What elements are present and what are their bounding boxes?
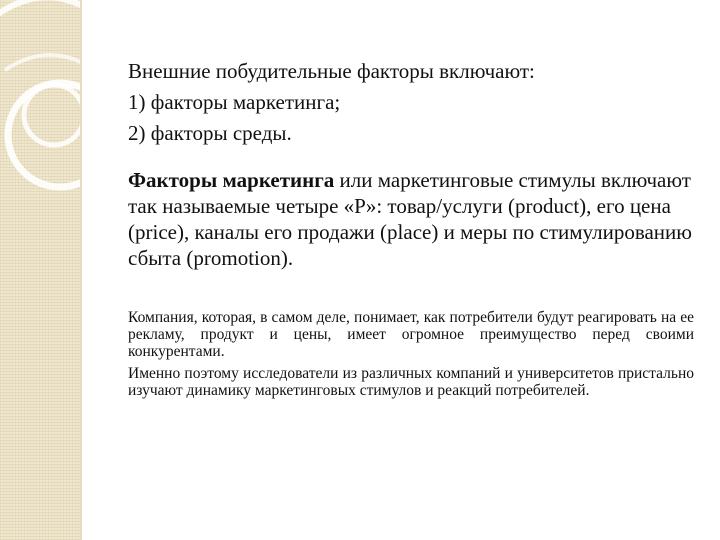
- marketing-factors-term: Факторы маркетинга: [128, 168, 335, 192]
- marketing-factors-paragraph: [128, 167, 694, 271]
- decorative-circle-small: [24, 85, 82, 145]
- decorative-circle-large: [8, 83, 82, 187]
- slide-content: [128, 56, 694, 399]
- side-band-edge: [80, 0, 82, 540]
- marketing-factors-text: или маркетинговые стимулы включают так называемые четыре «P»: товар/услуги (product), его цена (price), каналы его продажи (place) и меры по стимулированию сбыта (promotion).: [128, 168, 692, 270]
- decorative-arc-middle: [5, 55, 82, 70]
- decorative-arc-top: [0, 0, 82, 20]
- company-paragraph: Компания, которая, в самом деле, понимает, как потребители будут реагировать на ее рекламу, продукт и цены, имеет огромное преимущество перед своими конкурентами.: [128, 309, 694, 360]
- research-paragraph: Именно поэтому исследователи из различных компаний и университетов пристально изучают динамику маркетинговых стимулов и реакций потребителей.: [128, 365, 694, 399]
- intro-item-1: 1) факторы маркетинга;: [128, 90, 341, 114]
- decorative-circles: [0, 0, 82, 220]
- intro-item-2: 2) факторы среды.: [128, 121, 292, 145]
- decorative-side-band: [0, 0, 82, 540]
- intro-heading: Внешние побудительные факторы включают:: [128, 59, 535, 83]
